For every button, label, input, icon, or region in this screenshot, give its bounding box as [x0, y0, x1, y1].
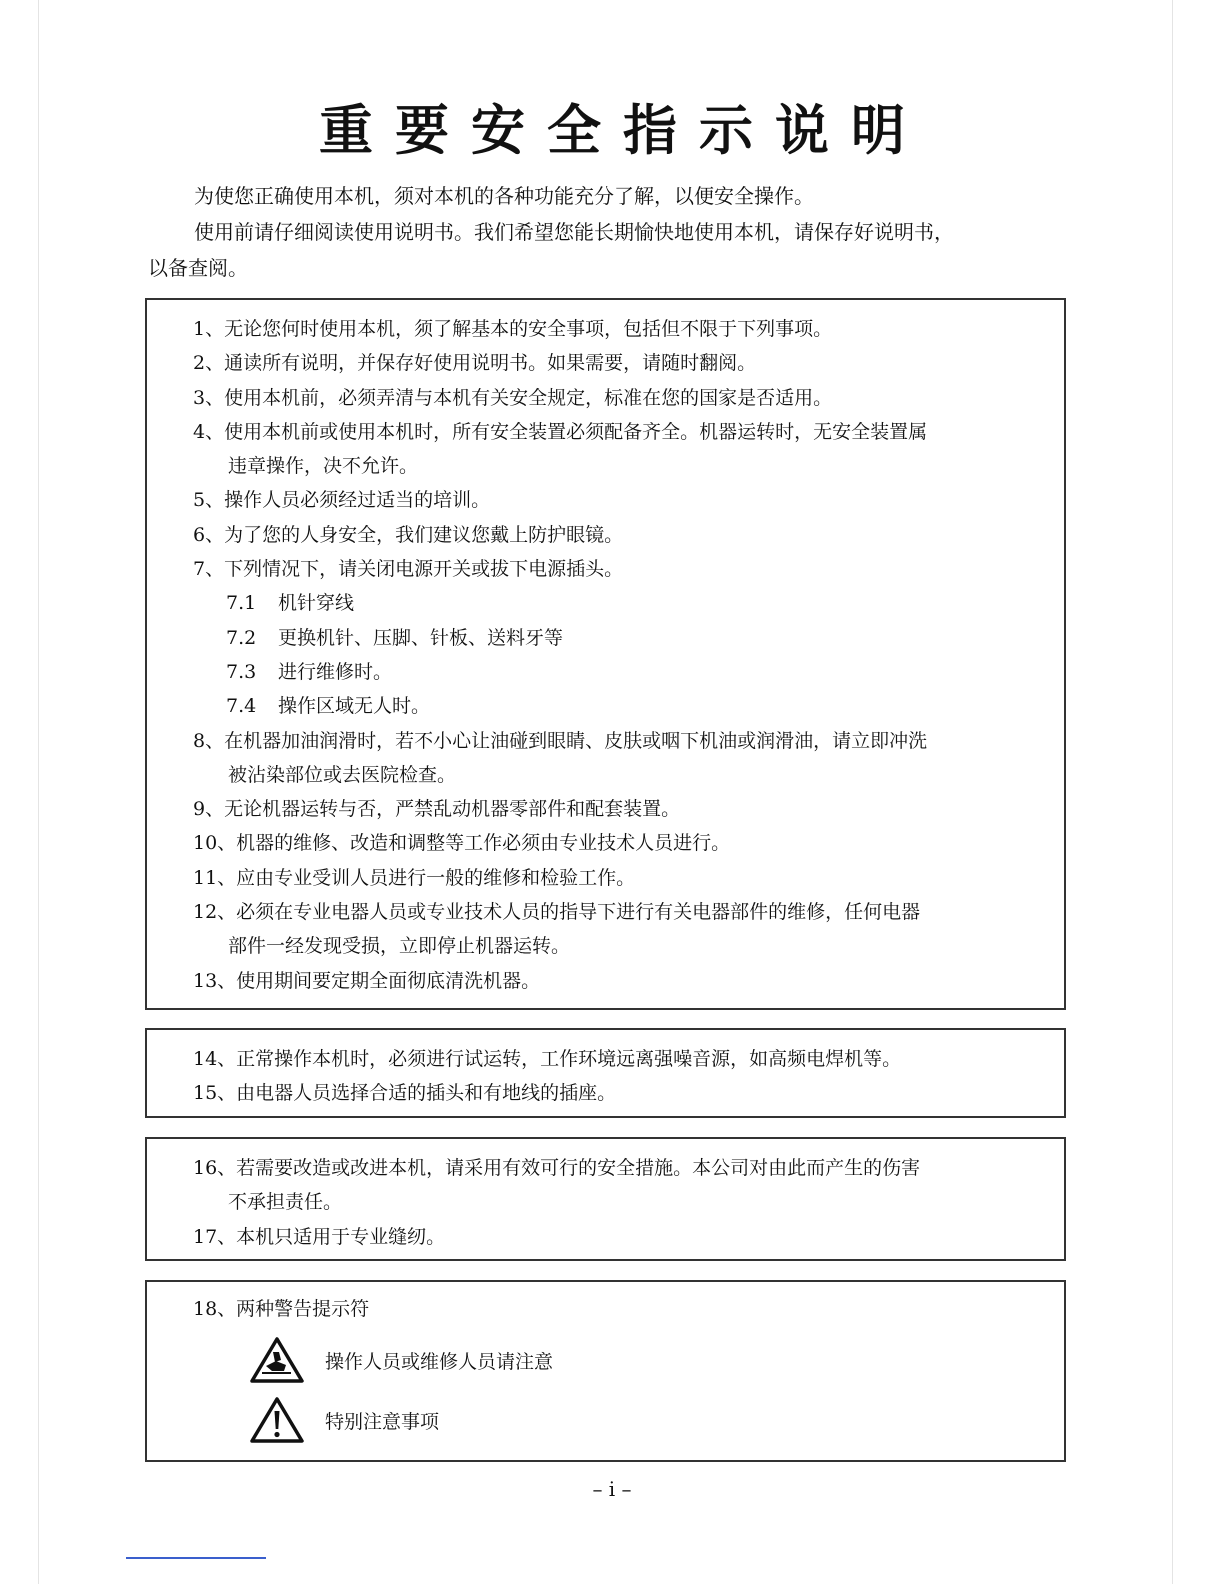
safety-box-modification [145, 1137, 1066, 1261]
intro-paragraph-2: 使用前请仔细阅读使用说明书。我们希望您能长期愉快地使用本机，请保存好说明书， [194, 220, 954, 244]
list-item: 11、应由专业受训人员进行一般的维修和检验工作。 [193, 866, 636, 889]
hand-caution-icon [249, 1336, 305, 1384]
list-item-continued: 违章操作，决不允许。 [228, 455, 419, 478]
intro-paragraph-2-continued: 以备查阅。 [148, 256, 248, 280]
sub-item-number: 7.4 [226, 695, 257, 718]
list-item: 15、由电器人员选择合适的插头和有地线的插座。 [193, 1082, 617, 1105]
page-title: 重要安全指示说明 [319, 99, 927, 162]
list-item: 12、必须在专业电器人员或专业技术人员的指导下进行有关电器部件的维修，任何电器 [193, 901, 921, 924]
warning-text-special: 特别注意事项 [325, 1410, 440, 1433]
sub-item-text: 操作区域无人时。 [278, 695, 431, 718]
list-item-continued: 被沾染部位或去医院检查。 [228, 763, 457, 786]
list-item: 8、在机器加油润滑时，若不小心让油碰到眼睛、皮肤或咽下机油或润滑油，请立即冲洗 [193, 729, 928, 752]
sub-item [147, 655, 1064, 689]
sub-item-text: 机针穿线 [278, 592, 355, 615]
sub-item [147, 586, 1064, 620]
list-item-continued: 部件一经发现受损，立即停止机器运转。 [228, 935, 571, 958]
sub-item [147, 689, 1064, 723]
list-item: 16、若需要改造或改进本机，请采用有效可行的安全措施。本公司对由此而产生的伤害 [193, 1157, 921, 1179]
sub-item-number: 7.3 [226, 660, 257, 683]
sub-item-number: 7.2 [226, 626, 257, 649]
list-item: 4、使用本机前或使用本机时，所有安全装置必须配备齐全。机器运转时，无安全装置属 [193, 420, 928, 443]
list-item: 2、通读所有说明，并保存好使用说明书。如果需要，请随时翻阅。 [193, 352, 757, 375]
list-item: 13、使用期间要定期全面彻底清洗机器。 [193, 969, 541, 992]
list-item: 3、使用本机前，必须弄清与本机有关安全规定，标准在您的国家是否适用。 [193, 386, 833, 409]
warning-row-special [249, 1396, 439, 1444]
list-item: 10、机器的维修、改造和调整等工作必须由专业技术人员进行。 [193, 832, 731, 855]
safety-box-operation [145, 1028, 1066, 1118]
list-item: 5、操作人员必须经过适当的培训。 [193, 489, 491, 512]
list-item: 18、两种警告提示符 [193, 1298, 370, 1320]
footer-rule [126, 1557, 266, 1559]
sub-item-number: 7.1 [226, 592, 257, 615]
exclamation-warning-icon [249, 1396, 305, 1444]
warning-text-operator: 操作人员或维修人员请注意 [325, 1350, 554, 1373]
list-item: 14、正常操作本机时，必须进行试运转，工作环境远离强噪音源，如高频电焊机等。 [193, 1048, 902, 1070]
intro-paragraph-1: 为使您正确使用本机，须对本机的各种功能充分了解，以便安全操作。 [194, 184, 814, 208]
safety-box-general [145, 298, 1066, 1010]
page-edge-left [38, 0, 39, 1584]
list-item: 1、无论您何时使用本机，须了解基本的安全事项，包括但不限于下列事项。 [193, 318, 833, 340]
sub-item-text: 进行维修时。 [278, 660, 393, 683]
list-item: 7、下列情况下，请关闭电源开关或拔下电源插头。 [193, 558, 624, 581]
sub-item-text: 更换机针、压脚、针板、送料牙等 [278, 626, 564, 649]
list-item: 6、为了您的人身安全，我们建议您戴上防护眼镜。 [193, 523, 624, 546]
safety-box-warning-symbols [145, 1280, 1066, 1462]
sub-item [147, 621, 1064, 655]
page-edge-right [1172, 0, 1173, 1584]
warning-row-operator [249, 1336, 553, 1384]
list-item-continued: 不承担责任。 [228, 1191, 343, 1214]
intro-text [148, 178, 1078, 286]
list-item: 17、本机只适用于专业缝纫。 [193, 1225, 446, 1248]
page-number: – i – [592, 1477, 632, 1501]
list-item: 9、无论机器运转与否，严禁乱动机器零部件和配套装置。 [193, 798, 681, 821]
